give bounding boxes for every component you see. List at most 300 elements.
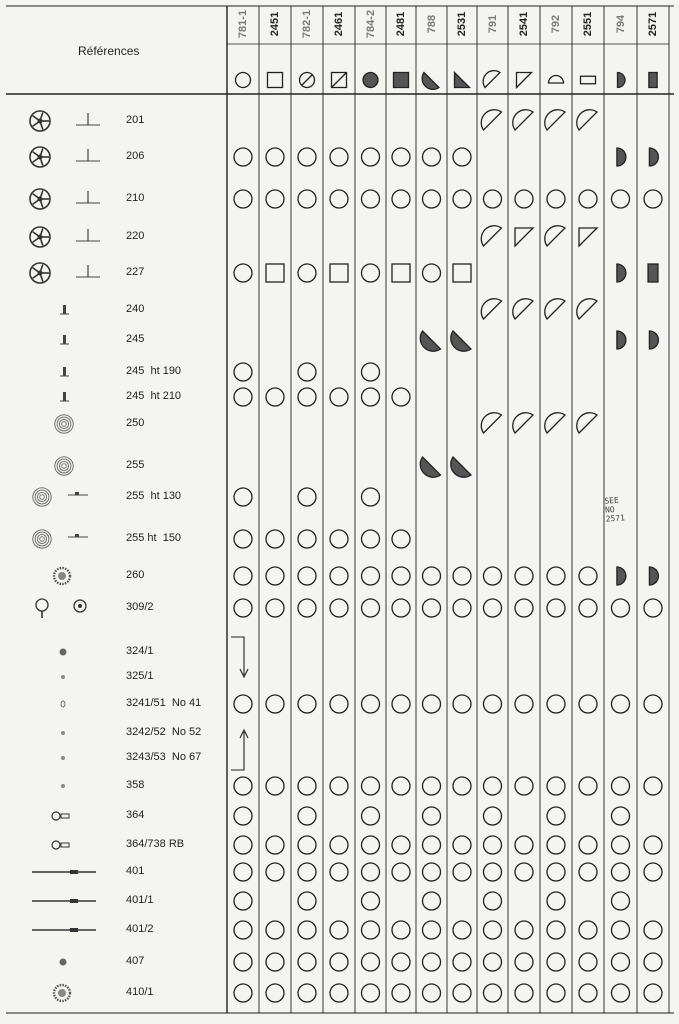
column-ref: 2451 bbox=[269, 11, 281, 37]
compat-mark bbox=[362, 863, 380, 881]
compat-mark bbox=[423, 190, 441, 208]
part-icon bbox=[55, 457, 73, 475]
compat-mark bbox=[423, 892, 441, 910]
compat-mark bbox=[579, 836, 597, 854]
compat-mark bbox=[362, 695, 380, 713]
compat-mark bbox=[330, 984, 348, 1002]
compat-mark bbox=[234, 807, 252, 825]
compat-mark bbox=[644, 777, 662, 795]
part-reference: 3241/51 No 41 bbox=[126, 697, 202, 709]
column-ref: 782-1 bbox=[301, 9, 313, 39]
column-symbol bbox=[332, 73, 347, 88]
compat-mark bbox=[513, 413, 533, 433]
compat-mark bbox=[481, 299, 501, 319]
compat-mark bbox=[234, 148, 252, 166]
compat-mark bbox=[545, 226, 565, 246]
compat-mark bbox=[612, 863, 630, 881]
part-reference: 410/1 bbox=[126, 986, 154, 998]
compat-mark bbox=[330, 264, 348, 282]
compat-mark bbox=[453, 984, 471, 1002]
part-reference: 401/2 bbox=[126, 923, 154, 935]
compat-mark bbox=[579, 984, 597, 1002]
compat-mark bbox=[453, 567, 471, 585]
column-symbol bbox=[300, 73, 315, 88]
compat-mark bbox=[330, 388, 348, 406]
column-symbol bbox=[483, 71, 500, 88]
compat-mark bbox=[617, 148, 626, 166]
part-icon bbox=[60, 959, 67, 966]
part-reference: 364 bbox=[126, 809, 145, 821]
compat-mark bbox=[644, 695, 662, 713]
compat-mark bbox=[392, 777, 410, 795]
column-ref: 791 bbox=[486, 14, 499, 34]
compat-mark bbox=[612, 836, 630, 854]
compat-mark bbox=[423, 863, 441, 881]
compat-mark bbox=[298, 388, 316, 406]
compat-mark bbox=[577, 110, 597, 130]
compat-mark bbox=[484, 953, 502, 971]
column-symbol bbox=[422, 73, 439, 90]
part-icon bbox=[30, 111, 100, 131]
compat-mark bbox=[515, 953, 533, 971]
compat-mark bbox=[515, 599, 533, 617]
compat-mark bbox=[612, 921, 630, 939]
compat-mark bbox=[423, 599, 441, 617]
compat-mark bbox=[266, 953, 284, 971]
compat-mark bbox=[612, 984, 630, 1002]
compat-mark bbox=[392, 863, 410, 881]
compat-mark bbox=[484, 807, 502, 825]
compat-mark bbox=[423, 984, 441, 1002]
part-reference: 240 bbox=[126, 303, 145, 315]
compat-mark bbox=[298, 836, 316, 854]
compat-mark bbox=[579, 863, 597, 881]
compat-mark bbox=[266, 567, 284, 585]
compat-mark bbox=[392, 567, 410, 585]
compat-mark bbox=[234, 488, 252, 506]
part-reference: 255 ht 130 bbox=[126, 490, 182, 502]
compat-mark bbox=[644, 190, 662, 208]
compat-mark bbox=[453, 836, 471, 854]
compat-mark bbox=[298, 148, 316, 166]
part-icon bbox=[61, 784, 65, 788]
compat-mark bbox=[612, 777, 630, 795]
compat-mark bbox=[579, 695, 597, 713]
compat-mark bbox=[649, 331, 658, 349]
part-icon bbox=[61, 701, 65, 707]
part-reference: 407 bbox=[126, 955, 145, 967]
column-ref: 2571 bbox=[647, 11, 659, 37]
compat-mark bbox=[392, 148, 410, 166]
compat-mark bbox=[453, 953, 471, 971]
compat-mark bbox=[298, 921, 316, 939]
part-icon bbox=[55, 415, 73, 433]
compat-mark bbox=[266, 836, 284, 854]
compat-mark bbox=[266, 599, 284, 617]
part-icon bbox=[30, 227, 100, 247]
column-ref: 781-1 bbox=[237, 9, 249, 39]
compat-mark bbox=[612, 892, 630, 910]
part-icon bbox=[61, 731, 65, 735]
part-reference: 364/738 RB bbox=[126, 838, 185, 850]
compat-mark bbox=[515, 984, 533, 1002]
compat-mark bbox=[266, 984, 284, 1002]
compat-mark bbox=[362, 921, 380, 939]
column-symbol bbox=[455, 73, 470, 88]
compat-mark bbox=[234, 530, 252, 548]
part-icon bbox=[32, 928, 96, 932]
compat-mark bbox=[644, 863, 662, 881]
compat-mark bbox=[453, 264, 471, 282]
compat-mark bbox=[423, 264, 441, 282]
part-reference: 245 ht 210 bbox=[126, 390, 182, 402]
part-reference: 245 bbox=[126, 333, 145, 345]
compat-mark bbox=[392, 984, 410, 1002]
compat-mark bbox=[423, 921, 441, 939]
compat-mark bbox=[547, 695, 565, 713]
compat-mark bbox=[362, 836, 380, 854]
bracket-bottom bbox=[231, 732, 244, 770]
compat-mark bbox=[515, 777, 533, 795]
compat-mark bbox=[298, 567, 316, 585]
part-icon bbox=[54, 568, 70, 584]
part-reference: 309/2 bbox=[126, 601, 154, 613]
part-icon bbox=[60, 649, 67, 656]
compat-mark bbox=[392, 953, 410, 971]
compat-mark bbox=[484, 190, 502, 208]
part-reference: 220 bbox=[126, 230, 145, 242]
compat-mark bbox=[362, 388, 380, 406]
part-reference: 401/1 bbox=[126, 894, 154, 906]
compat-mark bbox=[362, 599, 380, 617]
compat-mark bbox=[234, 567, 252, 585]
compat-mark bbox=[423, 777, 441, 795]
compat-mark bbox=[515, 863, 533, 881]
compat-mark bbox=[648, 264, 658, 282]
part-reference: 206 bbox=[126, 150, 145, 162]
compat-mark bbox=[545, 110, 565, 130]
compat-mark bbox=[423, 836, 441, 854]
part-reference: 358 bbox=[126, 779, 145, 791]
compat-mark bbox=[298, 807, 316, 825]
compat-mark bbox=[298, 530, 316, 548]
compat-mark bbox=[330, 567, 348, 585]
compat-mark bbox=[234, 388, 252, 406]
compat-mark bbox=[362, 363, 380, 381]
compat-mark bbox=[484, 984, 502, 1002]
compat-mark bbox=[515, 228, 533, 246]
column-symbol bbox=[581, 76, 596, 84]
references-title: Références bbox=[78, 44, 140, 58]
compat-mark bbox=[484, 921, 502, 939]
part-icon bbox=[60, 392, 69, 401]
compat-mark bbox=[234, 363, 252, 381]
compat-mark bbox=[547, 892, 565, 910]
compat-mark bbox=[644, 599, 662, 617]
compat-mark bbox=[266, 921, 284, 939]
compat-mark bbox=[362, 807, 380, 825]
column-ref: 794 bbox=[614, 14, 627, 34]
compat-mark bbox=[579, 599, 597, 617]
part-reference: 250 bbox=[126, 417, 145, 429]
compat-mark bbox=[515, 695, 533, 713]
compat-mark bbox=[547, 836, 565, 854]
compat-mark bbox=[423, 695, 441, 713]
part-icon bbox=[33, 530, 88, 548]
compat-mark bbox=[330, 777, 348, 795]
compat-mark bbox=[330, 863, 348, 881]
compat-mark bbox=[234, 190, 252, 208]
bracket-top bbox=[231, 637, 244, 675]
compat-mark bbox=[330, 148, 348, 166]
compat-mark bbox=[392, 530, 410, 548]
compat-mark bbox=[298, 599, 316, 617]
compat-mark bbox=[234, 777, 252, 795]
compat-mark bbox=[547, 863, 565, 881]
part-icon bbox=[52, 812, 69, 820]
column-ref: 2531 bbox=[456, 11, 468, 37]
compat-mark bbox=[579, 190, 597, 208]
compat-mark bbox=[513, 299, 533, 319]
compat-mark bbox=[266, 863, 284, 881]
compat-mark bbox=[612, 807, 630, 825]
compat-mark bbox=[453, 921, 471, 939]
part-reference: 260 bbox=[126, 569, 145, 581]
part-icon bbox=[30, 147, 100, 167]
compat-mark bbox=[453, 695, 471, 713]
column-ref: 2541 bbox=[518, 11, 530, 37]
compat-mark bbox=[644, 984, 662, 1002]
compat-mark bbox=[266, 530, 284, 548]
compat-mark bbox=[453, 190, 471, 208]
compat-mark bbox=[649, 567, 658, 585]
compat-mark bbox=[392, 599, 410, 617]
compat-mark bbox=[234, 921, 252, 939]
compat-mark bbox=[545, 413, 565, 433]
part-icon bbox=[36, 599, 86, 618]
compat-mark bbox=[451, 331, 471, 351]
compat-mark bbox=[362, 264, 380, 282]
column-ref: 2551 bbox=[582, 11, 594, 37]
compat-mark bbox=[298, 190, 316, 208]
compat-mark bbox=[330, 599, 348, 617]
compat-mark bbox=[234, 863, 252, 881]
compat-mark bbox=[515, 190, 533, 208]
part-reference: 325/1 bbox=[126, 670, 154, 682]
compat-mark bbox=[266, 695, 284, 713]
compat-mark bbox=[579, 953, 597, 971]
compat-mark bbox=[547, 807, 565, 825]
compat-mark bbox=[234, 984, 252, 1002]
part-icon bbox=[33, 488, 88, 506]
part-icon bbox=[52, 841, 69, 849]
compat-mark bbox=[330, 695, 348, 713]
column-ref: 2461 bbox=[333, 11, 345, 37]
compat-mark bbox=[451, 457, 471, 477]
compat-mark bbox=[298, 777, 316, 795]
part-reference: 3242/52 No 52 bbox=[126, 726, 202, 738]
part-icon bbox=[60, 305, 69, 314]
compat-mark bbox=[453, 148, 471, 166]
column-ref: 788 bbox=[425, 14, 438, 34]
compat-mark bbox=[362, 892, 380, 910]
column-ref: 792 bbox=[550, 14, 562, 34]
compat-mark bbox=[266, 190, 284, 208]
part-icon bbox=[30, 189, 100, 209]
compat-mark bbox=[234, 953, 252, 971]
part-icon bbox=[61, 675, 65, 679]
part-reference: 255 ht 150 bbox=[126, 532, 182, 544]
compat-mark bbox=[577, 413, 597, 433]
compat-mark bbox=[330, 953, 348, 971]
compat-mark bbox=[649, 148, 658, 166]
part-reference: 227 bbox=[126, 266, 145, 278]
part-reference: 210 bbox=[126, 192, 145, 204]
note-text: SEE NO 2571 bbox=[604, 495, 626, 524]
compat-mark bbox=[330, 836, 348, 854]
compat-mark bbox=[298, 984, 316, 1002]
compat-mark bbox=[612, 953, 630, 971]
column-symbol bbox=[649, 73, 657, 88]
compat-mark bbox=[423, 567, 441, 585]
compat-mark bbox=[484, 695, 502, 713]
compat-mark bbox=[362, 148, 380, 166]
compat-mark bbox=[330, 921, 348, 939]
column-symbol bbox=[618, 73, 626, 88]
compat-mark bbox=[392, 695, 410, 713]
compat-mark bbox=[547, 599, 565, 617]
part-icon bbox=[32, 870, 96, 874]
compat-mark bbox=[547, 190, 565, 208]
compat-mark bbox=[298, 488, 316, 506]
compat-mark bbox=[423, 953, 441, 971]
compat-mark bbox=[617, 567, 626, 585]
compat-mark bbox=[298, 695, 316, 713]
column-symbol bbox=[268, 73, 283, 88]
compat-mark bbox=[545, 299, 565, 319]
compat-mark bbox=[513, 110, 533, 130]
part-icon bbox=[60, 335, 69, 344]
compat-mark bbox=[266, 264, 284, 282]
compat-mark bbox=[577, 299, 597, 319]
compat-mark bbox=[234, 599, 252, 617]
compat-mark bbox=[362, 488, 380, 506]
compat-mark bbox=[579, 777, 597, 795]
compat-mark bbox=[612, 190, 630, 208]
compat-mark bbox=[298, 863, 316, 881]
column-ref: 2481 bbox=[395, 11, 407, 37]
compat-mark bbox=[547, 984, 565, 1002]
part-reference: 401 bbox=[126, 865, 145, 877]
compat-mark bbox=[481, 110, 501, 130]
compat-mark bbox=[612, 599, 630, 617]
compat-mark bbox=[392, 836, 410, 854]
compat-mark bbox=[644, 921, 662, 939]
compat-mark bbox=[484, 863, 502, 881]
compat-mark bbox=[266, 148, 284, 166]
compat-mark bbox=[547, 921, 565, 939]
compat-mark bbox=[392, 264, 410, 282]
column-symbol bbox=[236, 73, 251, 88]
part-icon bbox=[54, 985, 70, 1001]
compat-mark bbox=[330, 190, 348, 208]
part-icon bbox=[32, 899, 96, 903]
compat-mark bbox=[453, 599, 471, 617]
compat-mark bbox=[234, 836, 252, 854]
part-icon bbox=[61, 756, 65, 760]
part-icon bbox=[30, 263, 100, 283]
compat-mark bbox=[392, 388, 410, 406]
compat-mark bbox=[234, 264, 252, 282]
compat-mark bbox=[612, 695, 630, 713]
compat-mark bbox=[617, 331, 626, 349]
compat-mark bbox=[579, 567, 597, 585]
compat-mark bbox=[484, 892, 502, 910]
compat-mark bbox=[298, 264, 316, 282]
column-symbol bbox=[363, 73, 378, 88]
compat-mark bbox=[266, 777, 284, 795]
compat-mark bbox=[484, 777, 502, 795]
handwritten-note bbox=[604, 495, 625, 523]
compat-mark bbox=[484, 836, 502, 854]
compat-mark bbox=[298, 892, 316, 910]
compat-mark bbox=[579, 228, 597, 246]
column-symbol bbox=[517, 73, 532, 88]
compat-mark bbox=[234, 695, 252, 713]
compat-mark bbox=[420, 331, 440, 351]
compat-mark bbox=[484, 567, 502, 585]
compat-mark bbox=[362, 953, 380, 971]
compat-mark bbox=[298, 953, 316, 971]
compat-mark bbox=[392, 190, 410, 208]
compat-mark bbox=[481, 226, 501, 246]
compat-mark bbox=[481, 413, 501, 433]
part-reference: 3243/53 No 67 bbox=[126, 751, 202, 763]
compat-mark bbox=[644, 953, 662, 971]
compat-mark bbox=[234, 892, 252, 910]
compat-mark bbox=[392, 921, 410, 939]
compat-mark bbox=[266, 388, 284, 406]
compat-mark bbox=[644, 836, 662, 854]
compat-mark bbox=[515, 567, 533, 585]
compat-mark bbox=[420, 457, 440, 477]
compat-mark bbox=[362, 777, 380, 795]
compat-mark bbox=[547, 777, 565, 795]
compat-mark bbox=[453, 777, 471, 795]
part-reference: 324/1 bbox=[126, 645, 154, 657]
compat-mark bbox=[423, 807, 441, 825]
compat-mark bbox=[547, 953, 565, 971]
column-symbol bbox=[549, 76, 564, 83]
part-reference: 201 bbox=[126, 114, 145, 126]
compat-mark bbox=[579, 921, 597, 939]
column-symbol bbox=[394, 73, 409, 88]
compat-mark bbox=[484, 599, 502, 617]
compat-mark bbox=[515, 836, 533, 854]
compat-mark bbox=[547, 567, 565, 585]
compat-mark bbox=[617, 264, 626, 282]
part-icon bbox=[60, 367, 69, 376]
compat-mark bbox=[453, 863, 471, 881]
part-reference: 255 bbox=[126, 459, 145, 471]
compat-mark bbox=[423, 148, 441, 166]
compat-mark bbox=[362, 567, 380, 585]
part-reference: 245 ht 190 bbox=[126, 365, 182, 377]
compat-mark bbox=[330, 530, 348, 548]
compat-mark bbox=[298, 363, 316, 381]
compat-mark bbox=[515, 921, 533, 939]
compat-mark bbox=[362, 984, 380, 1002]
